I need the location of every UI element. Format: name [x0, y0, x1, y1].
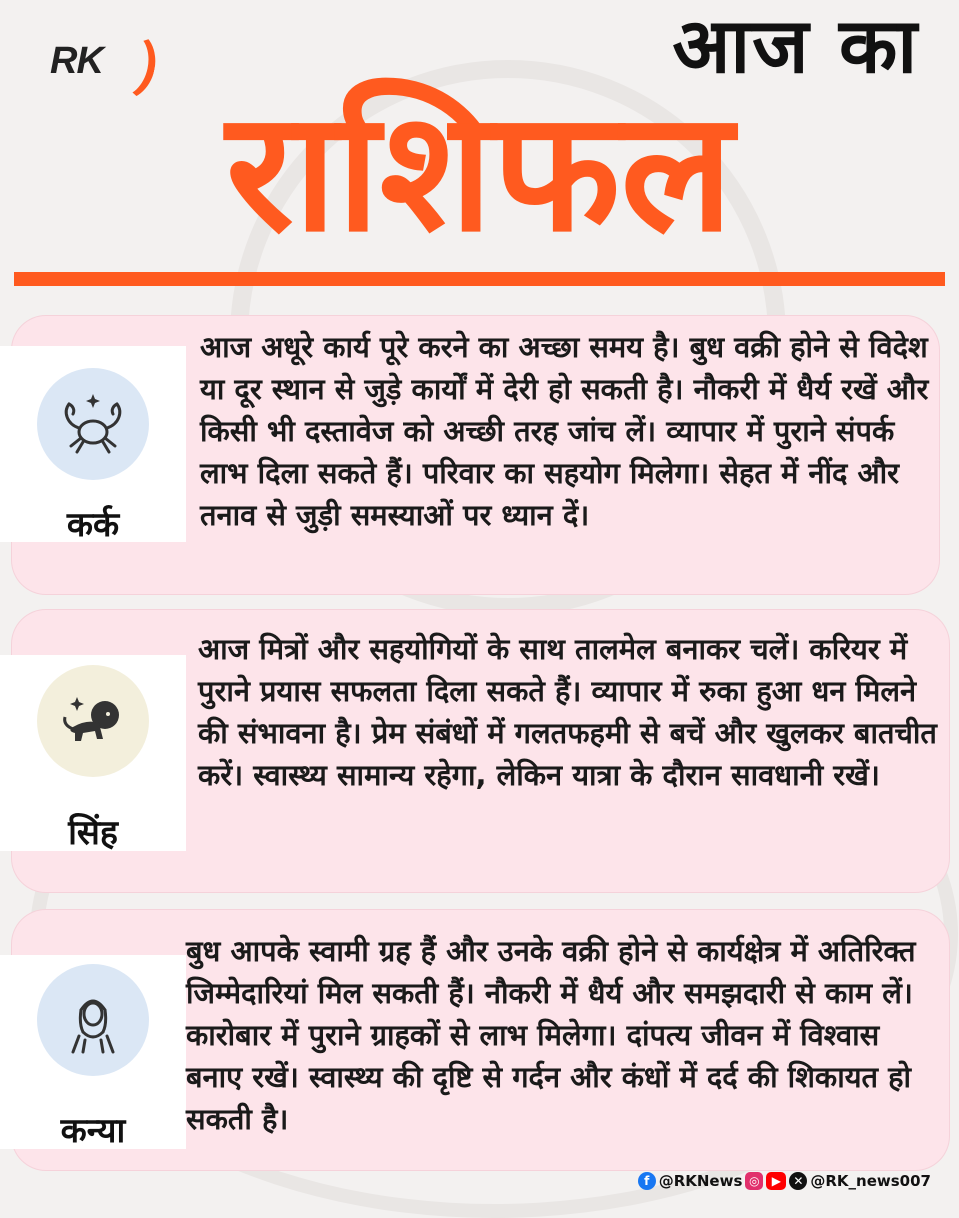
prediction-text: आज मित्रों और सहयोगियों के साथ तालमेल बनाकर चलें। करियर में पुराने प्रयास सफलता दिला सकते हैं। व्यापार में रुका हुआ धन मिलने की संभावना है। प्रेम संबंधों में गलतफहमी से बचें और खुलकर बातचीत करें। स्वास्थ्य सामान्य रहेगा, लेकिन यात्रा के दौरान सावधानी रखें। [198, 632, 937, 792]
sign-name: कन्या [60, 1111, 126, 1151]
prediction-text: बुध आपके स्वामी ग्रह हैं और उनके वक्री होने से कार्यक्षेत्र में अतिरिक्त जिम्मेदारियां मिल सकती हैं। नौकरी में धैर्य और समझदारी से काम लें। कारोबार में पुराने ग्राहकों से लाभ मिलेगा। दांपत्य जीवन में विश्वास बनाए रखें। स्वास्थ्य की दृष्टि से गर्दन और कंधों में दर्द की शिकायत हो सकती है। [186, 934, 916, 1136]
x-handle[interactable]: @RK_news007 [810, 1172, 931, 1190]
youtube-icon[interactable]: ▶ [766, 1172, 786, 1190]
title-underline [14, 272, 945, 286]
sign-name: कर्क [66, 505, 120, 545]
sign-name: सिंह [68, 813, 118, 853]
instagram-icon[interactable]: ◎ [745, 1172, 763, 1190]
page-title: राशिफल [225, 76, 734, 269]
maiden-icon [37, 964, 149, 1076]
x-icon[interactable]: ✕ [789, 1172, 807, 1190]
logo-text: RK [50, 40, 103, 82]
facebook-handle[interactable]: @RKNews [658, 1172, 743, 1190]
crab-icon [37, 368, 149, 480]
title-top: आज का [672, 1, 919, 90]
prediction-text: आज अधूरे कार्य पूरे करने का अच्छा समय है। बुध वक्री होने से विदेश या दूर स्थान से जुड़े कार्यों में देरी हो सकती है। नौकरी में धैर्य रखें और किसी भी दस्तावेज को अच्छी तरह जांच लें। व्यापार में पुराने संपर्क लाभ दिला सकते हैं। परिवार का सहयोग मिलेगा। सेहत में नींद और तनाव से जुड़ी समस्याओं पर ध्यान दें। [200, 330, 929, 532]
lion-icon [37, 665, 149, 777]
social-footer [638, 1172, 931, 1190]
facebook-icon[interactable]: f [638, 1172, 656, 1190]
